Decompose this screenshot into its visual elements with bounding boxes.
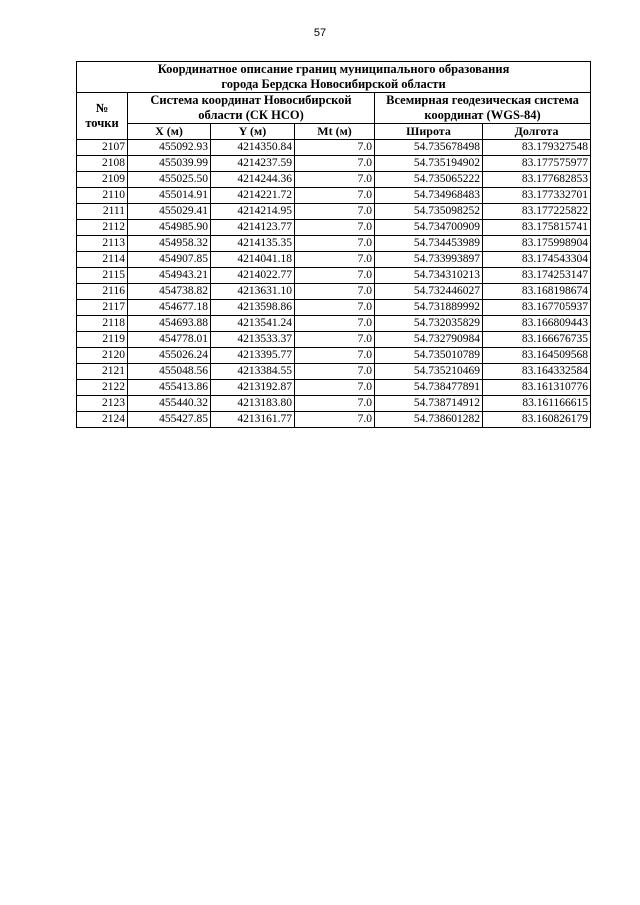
cell-point-number: 2114 [77, 252, 128, 268]
cell-y: 4213384.55 [211, 364, 295, 380]
cell-point-number: 2122 [77, 380, 128, 396]
cell-latitude: 54.734453989 [375, 236, 483, 252]
cell-y: 4213161.77 [211, 412, 295, 428]
cell-x: 455440.32 [128, 396, 211, 412]
table-row [77, 396, 591, 412]
table-row [77, 380, 591, 396]
cell-point-number: 2124 [77, 412, 128, 428]
table-row [77, 332, 591, 348]
cell-point-number: 2113 [77, 236, 128, 252]
cell-point-number: 2123 [77, 396, 128, 412]
cell-longitude: 83.175815741 [483, 220, 591, 236]
cell-y: 4214350.84 [211, 140, 295, 156]
cell-longitude: 83.160826179 [483, 412, 591, 428]
cell-longitude: 83.161310776 [483, 380, 591, 396]
table-title-line-2: города Бердска Новосибирской области [221, 77, 446, 91]
cell-point-number: 2118 [77, 316, 128, 332]
cell-y: 4214244.36 [211, 172, 295, 188]
cell-mt: 7.0 [295, 316, 375, 332]
cell-latitude: 54.732446027 [375, 284, 483, 300]
system-nso-header-line-1: Система координат Новосибирской [150, 93, 352, 107]
cell-longitude: 83.166676735 [483, 332, 591, 348]
cell-mt: 7.0 [295, 236, 375, 252]
cell-latitude: 54.735065222 [375, 172, 483, 188]
table-row [77, 284, 591, 300]
system-wgs84-header-line-1: Всемирная геодезическая система [386, 93, 579, 107]
table-row [77, 236, 591, 252]
cell-mt: 7.0 [295, 220, 375, 236]
table-row [77, 268, 591, 284]
cell-y: 4214041.18 [211, 252, 295, 268]
table-row [77, 316, 591, 332]
point-number-header [77, 93, 128, 140]
page-number: 57 [313, 27, 327, 39]
cell-point-number: 2115 [77, 268, 128, 284]
cell-latitude: 54.735098252 [375, 204, 483, 220]
cell-x: 455014.91 [128, 188, 211, 204]
cell-mt: 7.0 [295, 156, 375, 172]
cell-y: 4213395.77 [211, 348, 295, 364]
cell-y: 4213631.10 [211, 284, 295, 300]
cell-point-number: 2110 [77, 188, 128, 204]
cell-latitude: 54.735194902 [375, 156, 483, 172]
cell-longitude: 83.177332701 [483, 188, 591, 204]
cell-longitude: 83.166809443 [483, 316, 591, 332]
cell-longitude: 83.167705937 [483, 300, 591, 316]
cell-point-number: 2121 [77, 364, 128, 380]
cell-mt: 7.0 [295, 284, 375, 300]
cell-latitude: 54.734968483 [375, 188, 483, 204]
column-header-longitude: Долгота [483, 124, 591, 140]
cell-longitude: 83.177682853 [483, 172, 591, 188]
cell-latitude: 54.732790984 [375, 332, 483, 348]
table-row [77, 412, 591, 428]
cell-point-number: 2107 [77, 140, 128, 156]
cell-latitude: 54.738477891 [375, 380, 483, 396]
cell-longitude: 83.161166615 [483, 396, 591, 412]
cell-mt: 7.0 [295, 268, 375, 284]
table-row [77, 204, 591, 220]
system-nso-header [128, 93, 375, 124]
cell-point-number: 2111 [77, 204, 128, 220]
table-row [77, 156, 591, 172]
cell-x: 455025.50 [128, 172, 211, 188]
table-row [77, 188, 591, 204]
cell-x: 455427.85 [128, 412, 211, 428]
cell-mt: 7.0 [295, 300, 375, 316]
cell-longitude: 83.177225822 [483, 204, 591, 220]
cell-longitude: 83.175998904 [483, 236, 591, 252]
cell-point-number: 2112 [77, 220, 128, 236]
cell-mt: 7.0 [295, 188, 375, 204]
table-row [77, 252, 591, 268]
cell-x: 455048.56 [128, 364, 211, 380]
system-wgs84-header-line-2: координат (WGS-84) [424, 108, 541, 122]
cell-mt: 7.0 [295, 396, 375, 412]
table-row [77, 300, 591, 316]
cell-y: 4214022.77 [211, 268, 295, 284]
cell-x: 454693.88 [128, 316, 211, 332]
cell-y: 4213533.37 [211, 332, 295, 348]
cell-latitude: 54.735210469 [375, 364, 483, 380]
cell-longitude: 83.179327548 [483, 140, 591, 156]
cell-latitude: 54.735678498 [375, 140, 483, 156]
cell-x: 454985.90 [128, 220, 211, 236]
cell-y: 4213183.80 [211, 396, 295, 412]
cell-y: 4214123.77 [211, 220, 295, 236]
cell-point-number: 2117 [77, 300, 128, 316]
cell-y: 4213192.87 [211, 380, 295, 396]
cell-mt: 7.0 [295, 140, 375, 156]
cell-y: 4214214.95 [211, 204, 295, 220]
cell-latitude: 54.731889992 [375, 300, 483, 316]
cell-longitude: 83.164332584 [483, 364, 591, 380]
column-header-latitude: Широта [375, 124, 483, 140]
point-number-header-symbol: № [95, 101, 109, 115]
cell-y: 4214135.35 [211, 236, 295, 252]
cell-mt: 7.0 [295, 412, 375, 428]
cell-mt: 7.0 [295, 380, 375, 396]
cell-x: 454958.32 [128, 236, 211, 252]
cell-longitude: 83.177575977 [483, 156, 591, 172]
cell-longitude: 83.174543304 [483, 252, 591, 268]
table-row [77, 140, 591, 156]
cell-latitude: 54.735010789 [375, 348, 483, 364]
cell-x: 455039.99 [128, 156, 211, 172]
system-nso-header-line-2: области (СК НСО) [198, 108, 304, 122]
cell-y: 4213598.86 [211, 300, 295, 316]
cell-point-number: 2119 [77, 332, 128, 348]
cell-x: 455092.93 [128, 140, 211, 156]
cell-point-number: 2108 [77, 156, 128, 172]
coordinates-table [76, 61, 591, 428]
cell-mt: 7.0 [295, 364, 375, 380]
table-title-line-1: Координатное описание границ муниципального образования [157, 62, 510, 76]
column-header-x: X (м) [128, 124, 211, 140]
cell-longitude: 83.164509568 [483, 348, 591, 364]
cell-latitude: 54.732035829 [375, 316, 483, 332]
system-wgs84-header [375, 93, 591, 124]
cell-latitude: 54.734310213 [375, 268, 483, 284]
cell-x: 454907.85 [128, 252, 211, 268]
cell-y: 4214221.72 [211, 188, 295, 204]
cell-point-number: 2109 [77, 172, 128, 188]
cell-latitude: 54.734700909 [375, 220, 483, 236]
cell-mt: 7.0 [295, 348, 375, 364]
cell-x: 455029.41 [128, 204, 211, 220]
cell-longitude: 83.168198674 [483, 284, 591, 300]
cell-mt: 7.0 [295, 332, 375, 348]
cell-latitude: 54.733993897 [375, 252, 483, 268]
cell-mt: 7.0 [295, 252, 375, 268]
cell-x: 454677.18 [128, 300, 211, 316]
cell-point-number: 2116 [77, 284, 128, 300]
cell-x: 454943.21 [128, 268, 211, 284]
cell-x: 454738.82 [128, 284, 211, 300]
cell-latitude: 54.738601282 [375, 412, 483, 428]
cell-x: 454778.01 [128, 332, 211, 348]
column-header-mt: Mt (м) [295, 124, 375, 140]
cell-point-number: 2120 [77, 348, 128, 364]
table-title [77, 62, 591, 93]
cell-y: 4213541.24 [211, 316, 295, 332]
table-row [77, 220, 591, 236]
cell-x: 455026.24 [128, 348, 211, 364]
column-header-y: Y (м) [211, 124, 295, 140]
cell-y: 4214237.59 [211, 156, 295, 172]
table-row [77, 348, 591, 364]
table-row [77, 172, 591, 188]
cell-latitude: 54.738714912 [375, 396, 483, 412]
cell-x: 455413.86 [128, 380, 211, 396]
cell-mt: 7.0 [295, 204, 375, 220]
point-number-header-label: точки [85, 116, 119, 130]
cell-longitude: 83.174253147 [483, 268, 591, 284]
table-row [77, 364, 591, 380]
cell-mt: 7.0 [295, 172, 375, 188]
table-body [77, 140, 591, 428]
